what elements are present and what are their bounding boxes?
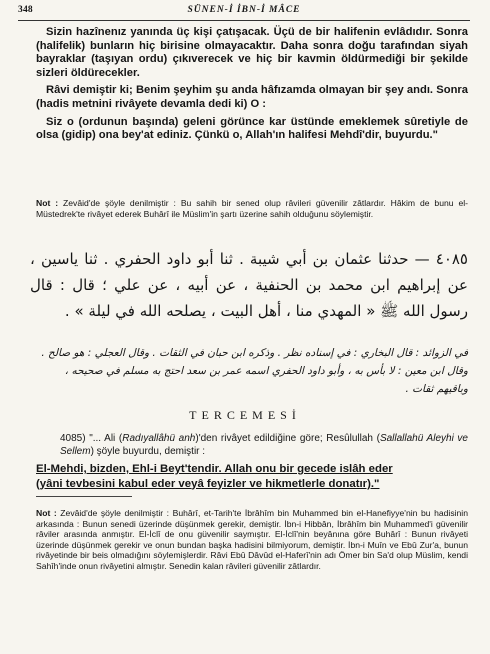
footnote-separator — [36, 496, 132, 497]
intro-text: "... Ali ( — [89, 433, 123, 444]
translation-paragraph: Râvi demiştir ki; Benim şeyhim şu anda hâfızamda olmayan bir şey andı. Sonra (hadis metnini rivâyete devamla dedi ki) O : — [36, 84, 468, 110]
page-number: 348 — [18, 5, 33, 15]
note-label: Not : — [36, 198, 59, 208]
honorific-text: Sallallahü Aleyhi ve Sellem — [60, 433, 468, 457]
note-label: Not : — [36, 508, 57, 518]
footnote-zevaid-2 — [36, 508, 468, 572]
header-rule — [18, 20, 470, 21]
translation-paragraph: Siz o (ordunun başında) geleni görünce kar üstünde emeklemek sûretiyle de olsa (gidip) ona bey'at ediniz. Çünkü o, Allah'ın halifesi Mehdî'dir, buyurdu." — [36, 115, 468, 142]
note-text: Zevâid'de şöyle denilmiştir : Bu sahih bir sened olup râvileri güvenilir zâtlardır. Hâkim de bunu el-Müstedrek'te rivâyet ederek Buhârî ile Müslim'in şartı üzerine sahih olduğunu söylemiştir. — [36, 198, 468, 219]
page-header — [18, 4, 470, 20]
hadith-number: 4085) — [60, 433, 86, 444]
arabic-zawaid-note — [32, 344, 468, 398]
section-title: TERCEMESİ — [189, 408, 301, 422]
translation-paragraph: Sizin hazînenız yanında üç kişi çatışacak. Üçü de bir halifenin evlâdıdır. Sonra (halifelik) bunların hiç birisine olmayacaktır. Daha sonra doğu tarafından siyah bayraklar (taşıyan ordu) çıkıverecek ve hiç bir kavmin öldürmediği bir şekilde sizleri öldürecekler. — [36, 26, 468, 79]
intro-text: ) şöyle buyurdu, demiştir : — [90, 446, 206, 457]
arabic-hadith-text: ٤٠٨٥ — حدثنا عثمان بن أبي شيبة . ثنا أبو داود الحفري . ثنا ياسين ، عن إبراهيم ابن محمد بن الحنفية ، عن أبيه ، عن علي ؛ قال : قال رسول الله ﷺ « المهدي منا ، أهل البيت ، يصلحه الله في ليلة » . — [30, 250, 468, 320]
intro-text: )'den rivâyet edildiğine göre; Resûlullah ( — [195, 433, 380, 444]
footnote-zevaid-1 — [36, 198, 468, 219]
arabic-note-line: في الزوائد : قال البخاري : في إسناده نظر . وذكره ابن حبان في الثقات . وقال العجلي : هو صالح . — [41, 347, 468, 359]
highlight-line: (yâni tevbesini kabul eder veyâ feyizler ve hikmetlerle donatır)." — [36, 477, 380, 490]
running-title: SÜNEN-İ İBN-İ MÂCE — [187, 5, 301, 15]
note-text: Zevâid'de şöyle denilmiştir : Buhârî, et-Tarih'te İbrâhîm bin Muhammed bin el-Hanefiyye'nin bu hadisinin arkasında : Bunun senedi üzerinde düşünmek gerekir, demiştir. İbn-i Hibbân, İbrâhîm bin Muhammed'i güvenilir râviler arasında anmıştır. El-İclî de onu güvenilir saymıştır. El-İclî'nin beyânına göre Buhârî : Bunun rivâyeti üzerinde düşünmek gerekir ve onun bundan başka hadisini bilmiyorum, demiştir. İbn-i Muîn ve Ebû Zur'a, bunun rivâyetinde bir beis olmadığını söylemişlerdir. Râvi Ebû Dâvûd el-Haferî'nin adı Ömer bin Sa'd olup Müslim, kendi Sahîh'inde onun rivâyetini almıştır. Senedin kalan râvileri güvenilir zâtlardır. — [36, 508, 468, 571]
translation-intro — [60, 432, 468, 458]
honorific-text: Radıyallâhü anh — [122, 433, 196, 444]
arabic-note-line: وقال ابن معين : لا بأس به ، وأبو داود الحفري اسمه عمر بن سعد احتج به مسلم في صحيحه ، وباقيهم ثقات . — [64, 365, 468, 395]
hadith-translation-highlight — [36, 462, 468, 491]
top-translation — [36, 26, 468, 143]
highlight-line: El-Mehdi, bizden, Ehl-i Beyt'tendir. Allah onu bir gecede islâh eder — [36, 463, 393, 475]
